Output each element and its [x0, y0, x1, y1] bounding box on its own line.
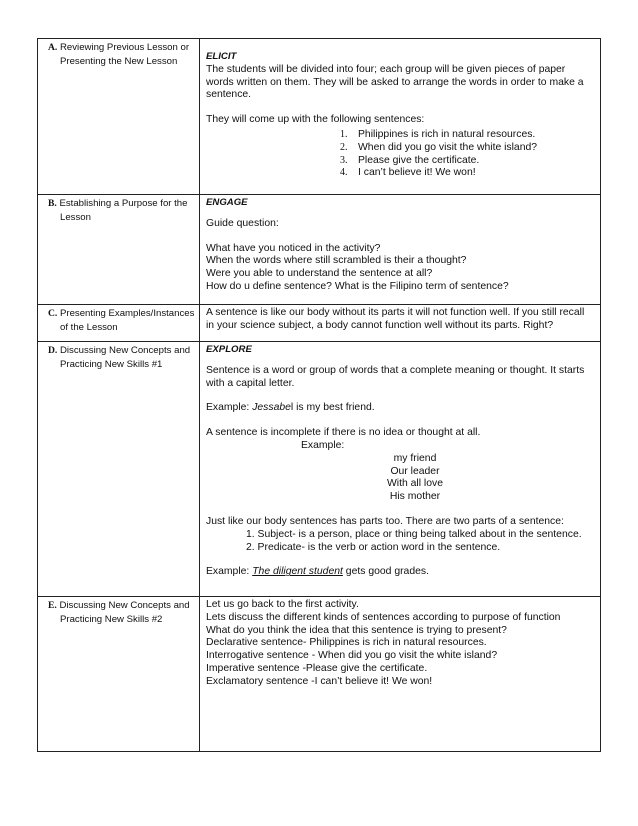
- example-rest: gets good grades.: [342, 566, 429, 578]
- part-item: 2. Predicate- is the verb or action word in the sentence.: [246, 541, 501, 553]
- row-e-content-cell: [200, 597, 601, 752]
- row-a-letter: A.: [48, 42, 58, 53]
- row-c-content-cell: [200, 305, 601, 342]
- row-c: [38, 305, 601, 342]
- sentence-text: Philippines is rich in natural resources.: [358, 128, 536, 140]
- row-b-label-line2: Lesson: [60, 212, 91, 223]
- example-subject: The diligent student: [252, 566, 343, 578]
- guide-question: When the words where still scrambled is their a thought?: [206, 255, 467, 267]
- activity-line: Lets discuss the different kinds of sentences according to purpose of function: [206, 611, 561, 623]
- row-b-content-cell: [200, 195, 601, 305]
- fragment-item: With all love: [386, 478, 443, 490]
- sentence-number: 3.: [340, 154, 348, 166]
- example-label: Example:: [301, 439, 345, 451]
- sentence-item: [340, 128, 594, 142]
- row-e-label-line1: Discussing New Concepts and: [59, 600, 190, 611]
- row-a-content-cell: [200, 39, 601, 195]
- sentence-list: [206, 129, 594, 180]
- example-prefix: Example:: [206, 402, 253, 414]
- body-analogy-text: A sentence is like our body without its parts it will not function well. If you still recall in your science subject, a body cannot function well without its parts. Right?: [206, 307, 585, 331]
- row-d-label-line2: Practicing New Skills #1: [60, 359, 163, 370]
- row-b-label-cell: [38, 195, 200, 305]
- activity-line: Exclamatory sentence -I can’t believe it! We won!: [206, 675, 433, 687]
- incomplete-definition: A sentence is incomplete if there is no idea or thought at all.: [206, 427, 481, 439]
- elicit-intro: The students will be divided into four; each group will be given pieces of paper words written on them. They will be asked to arrange the words in order to make a sentence.: [206, 63, 584, 101]
- sentence-text: I can’t believe it! We won!: [358, 167, 476, 179]
- sentence-text: Please give the certificate.: [358, 154, 480, 166]
- activity-line: Let us go back to the first activity.: [206, 599, 359, 610]
- guide-question-label: Guide question:: [206, 217, 279, 229]
- guide-question: What have you noticed in the activity?: [206, 242, 381, 254]
- activity-line: Interrogative sentence - When did you go visit the white island?: [206, 650, 498, 662]
- parts-intro: Just like our body sentences has parts too. There are two parts of a sentence:: [206, 515, 564, 527]
- row-e-letter: E.: [48, 600, 57, 611]
- sentence-item: [340, 141, 594, 155]
- fragment-item: His mother: [389, 491, 441, 503]
- row-c-label-line1: Presenting Examples/Instances: [60, 308, 195, 319]
- activity-line: What do you think the idea that this sentence is trying to present?: [206, 624, 507, 636]
- example-prefix: Example:: [206, 566, 253, 578]
- explore-heading: EXPLORE: [206, 344, 252, 355]
- example-two: [206, 566, 594, 579]
- row-c-label-line2: of the Lesson: [60, 322, 118, 333]
- elicit-lead: They will come up with the following sentences:: [206, 114, 425, 126]
- lesson-plan-table: [37, 38, 601, 752]
- sentence-number: 1.: [340, 128, 348, 140]
- guide-question: Were you able to understand the sentence at all?: [206, 268, 433, 280]
- sentence-item: [340, 167, 594, 180]
- row-a-label-line2: Presenting the New Lesson: [60, 56, 178, 67]
- elicit-heading: ELICIT: [206, 51, 237, 62]
- row-a-label-cell: [38, 39, 200, 195]
- sentence-number: 4.: [340, 167, 348, 179]
- row-e-label-cell: [38, 597, 200, 752]
- fragment-item: Our leader: [390, 465, 440, 477]
- row-b-letter: B.: [48, 198, 57, 209]
- row-a-label-line1: Reviewing Previous Lesson or: [60, 42, 190, 53]
- row-d: [38, 342, 601, 597]
- example-name: Jessabe: [252, 402, 291, 414]
- part-item: 1. Subject- is a person, place or thing being talked about in the sentence.: [246, 528, 582, 540]
- sentence-definition: Sentence is a word or group of words that a complete meaning or thought. It starts with a capital letter.: [206, 364, 585, 389]
- row-c-label-cell: [38, 305, 200, 342]
- sentence-number: 2.: [340, 141, 348, 153]
- row-d-content-cell: [200, 342, 601, 597]
- guide-question: How do u define sentence? What is the Filipino term of sentence?: [206, 280, 509, 292]
- example-rest: l is my best friend.: [290, 402, 375, 414]
- row-e: [38, 597, 601, 752]
- row-d-label-line1: Discussing New Concepts and: [60, 345, 191, 356]
- activity-line: Declarative sentence- Philippines is rich in natural resources.: [206, 637, 487, 649]
- row-d-letter: D.: [48, 345, 58, 356]
- row-b: [38, 195, 601, 305]
- row-b-label-line1: Establishing a Purpose for the: [59, 198, 188, 209]
- sentence-text: When did you go visit the white island?: [358, 141, 538, 153]
- row-a: [38, 39, 601, 195]
- sentence-item: [340, 154, 594, 168]
- activity-line: Imperative sentence -Please give the certificate.: [206, 662, 428, 674]
- row-c-letter: C.: [48, 308, 58, 319]
- row-e-label-line2: Practicing New Skills #2: [60, 614, 163, 625]
- row-d-label-cell: [38, 342, 200, 597]
- example-one: [206, 402, 594, 415]
- fragment-list: [206, 453, 594, 504]
- engage-heading: ENGAGE: [206, 197, 248, 208]
- fragment-item: my friend: [393, 452, 437, 464]
